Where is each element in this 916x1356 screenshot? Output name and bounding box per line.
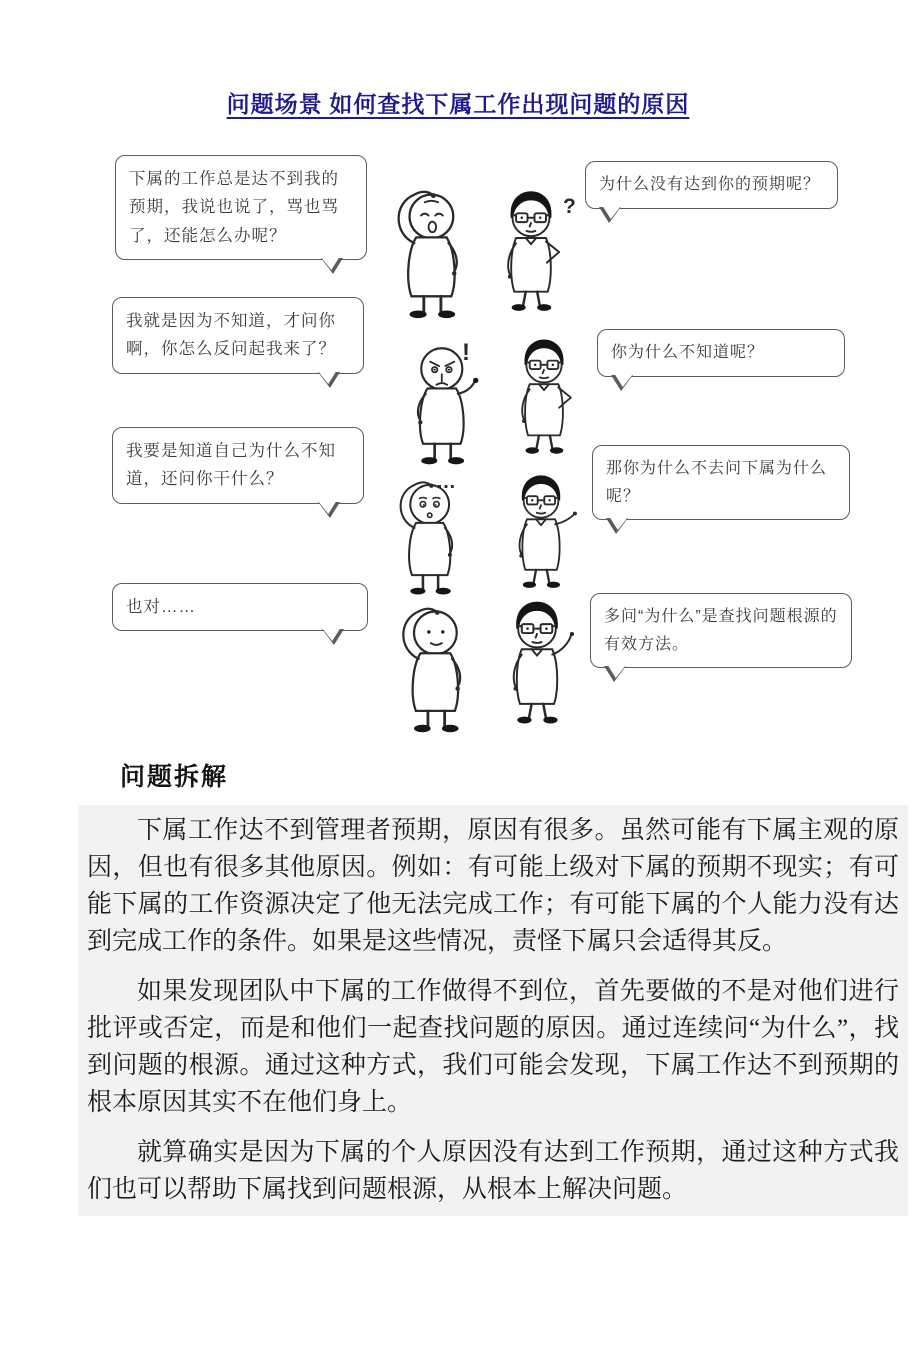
speech-bubble-boss-3: 我要是知道自己为什么不知道，还问你干什么？: [112, 427, 364, 504]
advisor-figure: [487, 185, 575, 320]
boss-figure: [390, 342, 490, 467]
body-paragraph: 下属工作达不到管理者预期，原因有很多。虽然可能有下属主观的原因，但也有很多其他原因。例如：有可能上级对下属的预期不现实；有可能下属的工作资源决定了他无法完成工作；有可能下属的个人能力没有达到完成工作的条件。如果是这些情况，责怪下属只会适得其反。: [87, 817, 899, 955]
speech-bubble-advisor-1: 为什么没有达到你的预期呢？: [585, 161, 838, 209]
ellipsis-mark-icon: …: [436, 471, 458, 493]
speech-bubble-boss-4: 也对……: [112, 583, 368, 631]
speech-bubble-advisor-2: 你为什么不知道呢？: [597, 329, 845, 377]
speech-bubble-boss-1: 下属的工作总是达不到我的预期，我说也说了，骂也骂了，还能怎么办呢？: [115, 155, 367, 260]
section-heading: 问题拆解: [120, 764, 229, 791]
exclamation-mark-icon: !: [462, 339, 470, 366]
advisor-figure: [502, 333, 586, 463]
body-text-panel: [78, 805, 908, 1216]
body-paragraph: 如果发现团队中下属的工作做得不到位，首先要做的不是对他们进行批评或否定，而是和他们一起查找问题的原因。通过连续问“为什么”，找到问题的根源。通过这种方式，我们可能会发现，下属工作达不到预期的根本原因其实不在他们身上。: [87, 978, 899, 1116]
boss-figure: [382, 479, 474, 597]
body-paragraph: 就算确实是因为下属的个人原因没有达到工作预期，通过这种方式我们也可以帮助下属找到问题根源，从根本上解决问题。: [87, 1139, 899, 1203]
advisor-figure: [497, 473, 585, 593]
page-title[interactable]: 问题场景 如何查找下属工作出现问题的原因: [226, 92, 690, 117]
advisor-figure: [492, 599, 582, 729]
document-page: [0, 86, 916, 1356]
speech-bubble-advisor-3: 那你为什么不去问下属为什么呢？: [592, 445, 850, 520]
speech-bubble-advisor-4: 多问“为什么”是查找问题根源的有效方法。: [590, 593, 852, 668]
question-mark-icon: ?: [563, 195, 576, 218]
boss-figure: [382, 187, 477, 322]
comic-strip: [0, 147, 916, 747]
speech-bubble-boss-2: 我就是因为不知道，才问你啊，你怎么反问起我来了？: [112, 297, 364, 374]
boss-figure: [386, 605, 481, 735]
